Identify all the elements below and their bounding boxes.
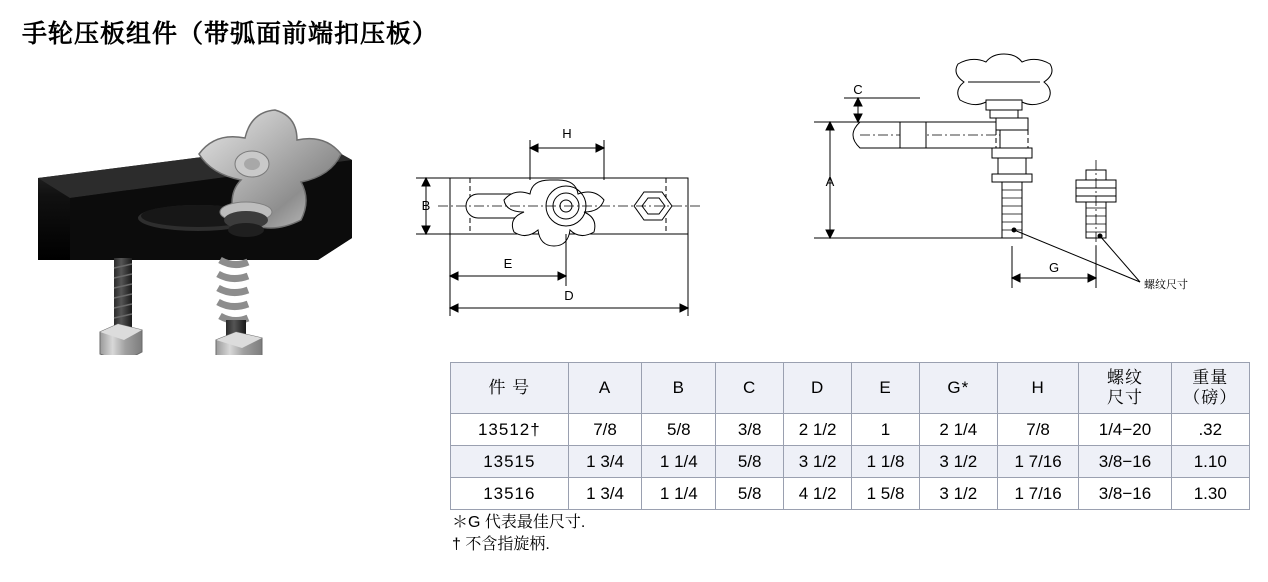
specs-table-header-row xyxy=(451,363,1250,414)
dim-label-C: C xyxy=(853,82,863,97)
cell-A: 1 3/4 xyxy=(568,446,642,478)
stud-bolt-right-photo xyxy=(216,320,262,355)
col-header-part-no-l1: 件 号 xyxy=(488,378,531,397)
col-header-C-l1: C xyxy=(743,378,757,397)
specs-table-head xyxy=(451,363,1250,414)
thread-size-callout: 螺纹尺寸 xyxy=(1144,279,1188,291)
table-row xyxy=(451,478,1250,510)
col-header-part-no xyxy=(451,363,569,414)
col-header-thread-size xyxy=(1079,363,1171,414)
cell-D: 2 1/2 xyxy=(784,414,852,446)
col-header-weight-l2: （磅） xyxy=(1183,388,1238,407)
cell-D: 4 1/2 xyxy=(784,478,852,510)
col-header-G xyxy=(919,363,997,414)
col-header-weight-l1: 重量 xyxy=(1192,368,1229,387)
cell-thread-size: 3/8−16 xyxy=(1079,478,1171,510)
cell-G: 3 1/2 xyxy=(919,446,997,478)
cell-weight: 1.10 xyxy=(1171,446,1249,478)
col-header-A-l1: A xyxy=(598,378,612,397)
cell-H: 1 7/16 xyxy=(997,446,1079,478)
cell-part-no: 13512† xyxy=(451,414,569,446)
footnotes xyxy=(452,512,585,556)
product-photo xyxy=(30,90,390,355)
cell-C: 3/8 xyxy=(716,414,784,446)
col-header-A xyxy=(568,363,642,414)
col-header-E xyxy=(852,363,920,414)
dim-label-E: E xyxy=(503,256,513,271)
specs-table xyxy=(450,362,1250,510)
col-header-D xyxy=(784,363,852,414)
spring-photo xyxy=(218,260,248,321)
cell-weight: .32 xyxy=(1171,414,1249,446)
footnote-g: ＊G 代表最佳尺寸. xyxy=(452,514,586,531)
dim-label-H: H xyxy=(562,126,572,141)
cell-C: 5/8 xyxy=(716,446,784,478)
dim-label-D: D xyxy=(564,288,574,303)
cell-part-no: 13516 xyxy=(451,478,569,510)
footnote-dagger: † 不含指旋柄. xyxy=(452,536,550,553)
col-header-D-l1: D xyxy=(810,378,825,397)
cell-B: 1 1/4 xyxy=(642,478,716,510)
col-header-H-l1: H xyxy=(1031,378,1045,397)
side-view-drawing xyxy=(800,50,1220,350)
dim-label-A: A xyxy=(825,174,835,189)
col-header-B-l1: B xyxy=(672,378,685,397)
cell-part-no: 13515 xyxy=(451,446,569,478)
cell-G: 3 1/2 xyxy=(919,478,997,510)
col-header-G-l1: G* xyxy=(947,378,970,397)
cell-thread-size: 3/8−16 xyxy=(1079,446,1171,478)
specs-table-wrap xyxy=(450,362,1250,510)
cell-weight: 1.30 xyxy=(1171,478,1249,510)
col-header-weight xyxy=(1171,363,1249,414)
col-header-B xyxy=(642,363,716,414)
cell-C: 5/8 xyxy=(716,478,784,510)
table-row xyxy=(451,414,1250,446)
col-header-H xyxy=(997,363,1079,414)
dim-label-G: G xyxy=(1048,260,1060,275)
cell-thread-size: 1/4−20 xyxy=(1079,414,1171,446)
table-row xyxy=(451,446,1250,478)
dim-label-B: B xyxy=(421,198,431,213)
cell-H: 7/8 xyxy=(997,414,1079,446)
cell-B: 1 1/4 xyxy=(642,446,716,478)
cell-B: 5/8 xyxy=(642,414,716,446)
cell-E: 1 xyxy=(852,414,920,446)
cell-E: 1 1/8 xyxy=(852,446,920,478)
cell-A: 7/8 xyxy=(568,414,642,446)
page-title: 手轮压板组件（带弧面前端扣压板） xyxy=(22,20,439,48)
cell-D: 3 1/2 xyxy=(784,446,852,478)
col-header-thread-size-l2: 尺寸 xyxy=(1107,388,1143,407)
specs-table-body xyxy=(451,414,1250,510)
cell-E: 1 5/8 xyxy=(852,478,920,510)
cell-H: 1 7/16 xyxy=(997,478,1079,510)
col-header-E-l1: E xyxy=(879,378,892,397)
cell-A: 1 3/4 xyxy=(568,478,642,510)
col-header-thread-size-l1: 螺纹 xyxy=(1107,368,1143,387)
stud-bolt-photo xyxy=(100,258,142,355)
top-view-drawing xyxy=(408,110,708,335)
col-header-C xyxy=(716,363,784,414)
cell-G: 2 1/4 xyxy=(919,414,997,446)
